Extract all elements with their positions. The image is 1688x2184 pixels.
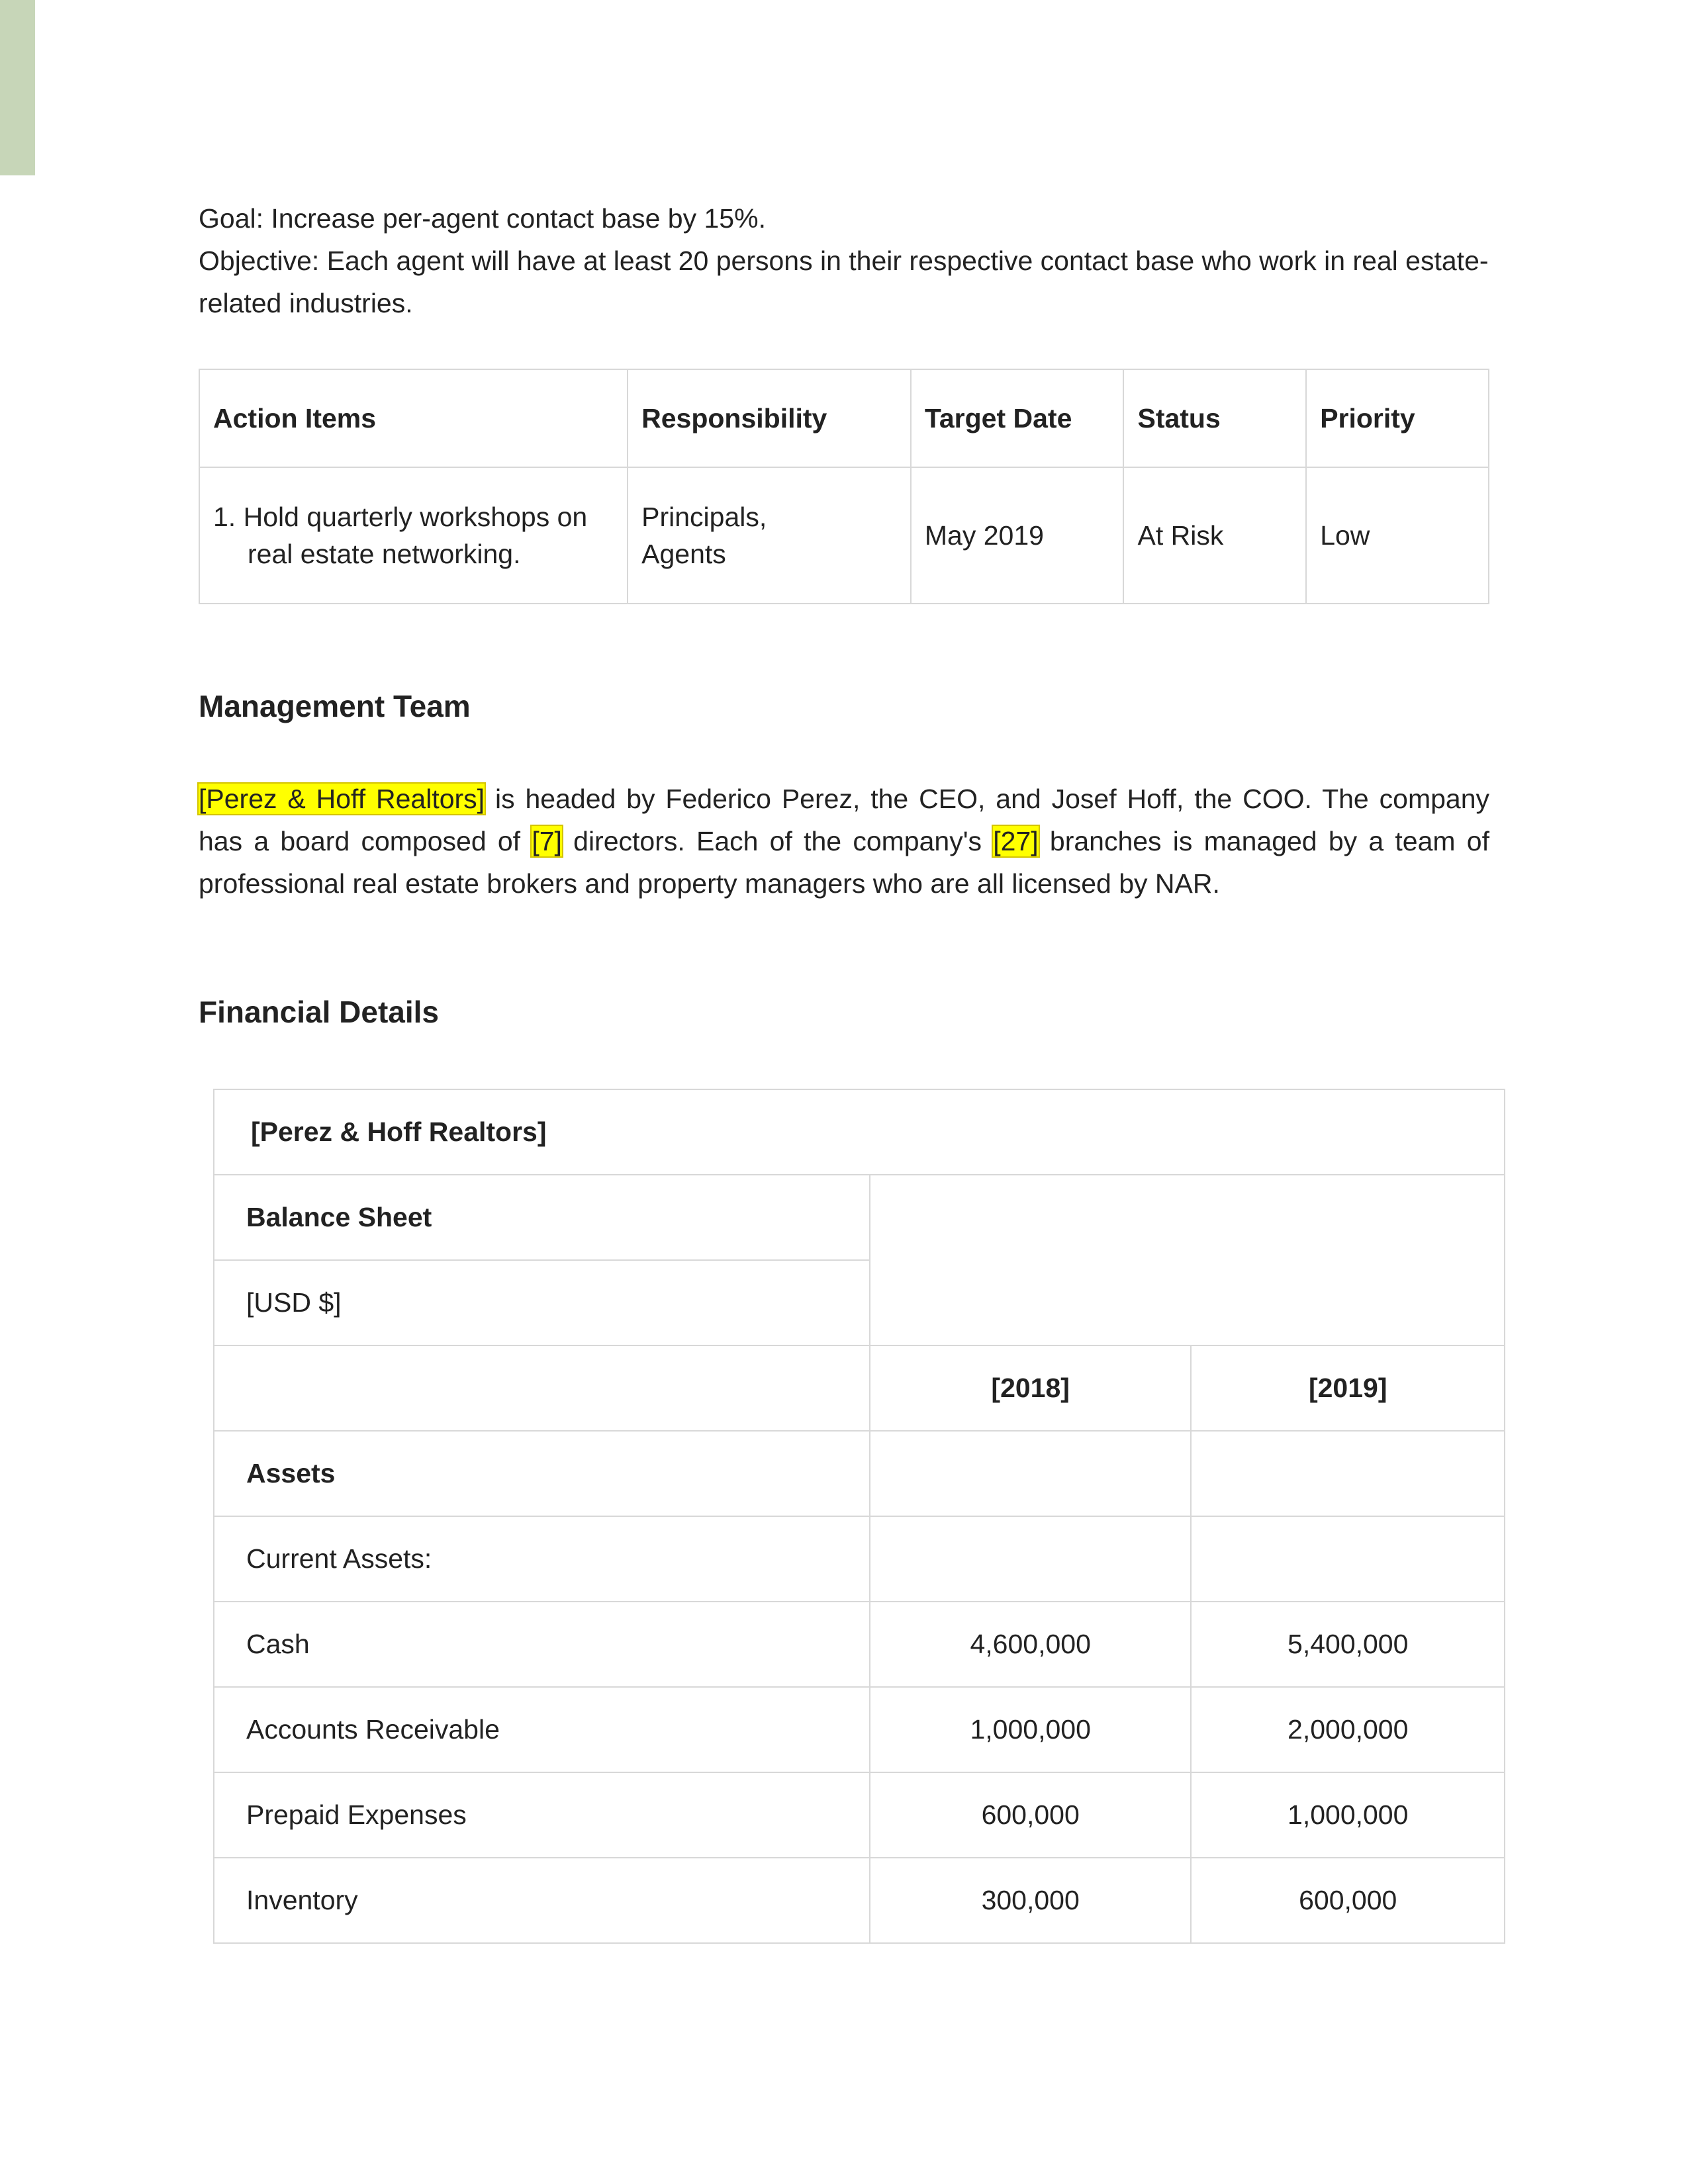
table-row [214,1431,1505,1516]
responsibility-cell: Principals, Agents [628,467,911,604]
empty-cell [1191,1431,1505,1516]
empty-label-cell [214,1345,870,1431]
year-2019-header: [2019] [1191,1345,1505,1431]
management-text-1: is headed by Federico Perez, the CEO, and Josef Hoff, the COO. The company has a board composed of [199,784,1489,856]
action-item-line1: Hold quarterly workshops on [243,502,588,532]
table-row [214,1687,1505,1772]
branches-count-highlight: [27] [993,826,1039,856]
value-2018: 300,000 [870,1858,1192,1943]
header-priority: Priority [1306,369,1489,467]
row-label: Prepaid Expenses [214,1772,870,1858]
value-2018: 4,600,000 [870,1602,1192,1687]
financial-details-heading: Financial Details [199,995,440,1029]
table-row [214,1345,1505,1431]
balance-sheet-title: Balance Sheet [214,1175,870,1260]
assets-label: Assets [214,1431,870,1516]
table-row [214,1175,1505,1260]
objective-line: Objective: Each agent will have at least 20 persons in their respective contact base who work in real estate-related industries. [199,246,1489,318]
status-cell: At Risk [1123,467,1306,604]
empty-cell [870,1431,1192,1516]
action-item-number: 1. [213,502,236,532]
priority-cell: Low [1306,467,1489,604]
value-2018: 600,000 [870,1772,1192,1858]
table-row [214,1858,1505,1943]
company-name-highlight: [Perez & Hoff Realtors] [199,784,485,814]
table-row [214,1089,1505,1175]
action-items-table [199,369,1489,604]
table-row [214,1772,1505,1858]
management-team-heading: Management Team [199,689,471,723]
value-2019: 1,000,000 [1191,1772,1505,1858]
value-2019: 600,000 [1191,1858,1505,1943]
action-item-cell [199,467,628,604]
empty-cell [1191,1516,1505,1602]
page-side-tab [0,0,35,175]
directors-count-highlight: [7] [532,826,562,856]
balance-sheet-table [213,1089,1505,1944]
row-label: Accounts Receivable [214,1687,870,1772]
currency-label: [USD $] [214,1260,870,1345]
table-row [214,1602,1505,1687]
header-target-date: Target Date [911,369,1124,467]
header-action-items: Action Items [199,369,628,467]
year-2018-header: [2018] [870,1345,1192,1431]
management-paragraph [199,778,1489,905]
management-text-3: branches is managed by a team of professional real estate brokers and property managers who are all licensed by NAR. [199,826,1489,899]
current-assets-label: Current Assets: [214,1516,870,1602]
table-row [214,1516,1505,1602]
balance-sheet-company: [Perez & Hoff Realtors] [214,1089,1505,1175]
empty-cell [870,1516,1192,1602]
value-2019: 5,400,000 [1191,1602,1505,1687]
goal-block [199,197,1489,324]
row-label: Cash [214,1602,870,1687]
goal-line: Goal: Increase per-agent contact base by 15%. [199,203,766,234]
target-date-cell: May 2019 [911,467,1124,604]
header-status: Status [1123,369,1306,467]
management-text-2: directors. Each of the company's [561,826,994,856]
row-label: Inventory [214,1858,870,1943]
table-row [199,467,1489,604]
value-2019: 2,000,000 [1191,1687,1505,1772]
blank-header-cell [870,1175,1505,1345]
value-2018: 1,000,000 [870,1687,1192,1772]
header-responsibility: Responsibility [628,369,911,467]
action-item-line2: real estate networking. [248,539,521,569]
action-table-header-row [199,369,1489,467]
